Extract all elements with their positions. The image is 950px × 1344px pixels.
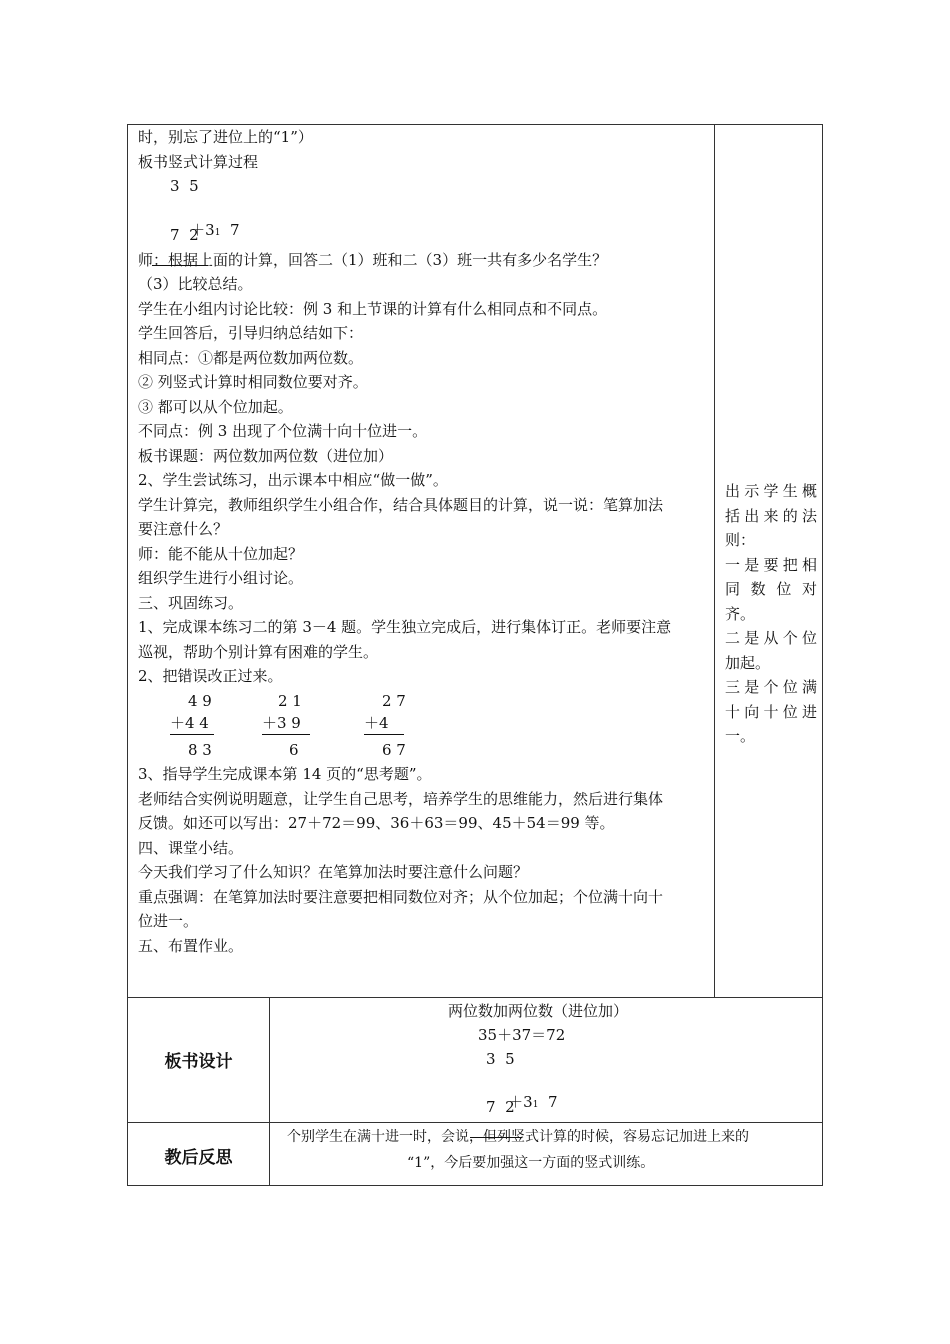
note-line: 加起。: [725, 653, 771, 672]
note-line: 括出来的法: [725, 506, 817, 525]
design-intent-notes: [725, 479, 817, 749]
reflection-line: “1”，今后要加强这一方面的竖式训练。: [407, 1155, 655, 1171]
text-line: 老师结合实例说明题意，让学生自己思考，培养学生的思维能力，然后进行集体: [138, 789, 664, 808]
note-line: 同数位对: [725, 580, 817, 598]
text-line: 巡视，帮助个别计算有困难的学生。: [138, 642, 379, 661]
vertical-calc-addend: ＋31 7: [138, 199, 713, 224]
text-line: 2、学生尝试练习，出示课本中相应“做一做”。: [138, 471, 448, 489]
board-calc-result: 7 2: [486, 1098, 515, 1116]
board-design-content: [270, 999, 823, 1119]
error-calc-row-3: 8 3 6 6 7: [188, 740, 406, 759]
board-calc-addend: ＋31 7: [470, 1071, 522, 1138]
teaching-process: [138, 125, 713, 958]
note-line: 出示学生概: [725, 482, 817, 500]
note-line: 三是个位满: [725, 678, 817, 696]
text-line: ③ 都可以从个位加起。: [138, 397, 293, 416]
text-line: 2、把错误改正过来。: [138, 667, 283, 685]
text-line: 师：能不能从十位加起？: [138, 544, 304, 563]
reflection-label: 教后反思: [164, 1148, 233, 1168]
vertical-calc-top: 3 5: [170, 177, 199, 195]
vertical-calc-result: 7 2: [170, 226, 199, 244]
note-line: 二是从个位: [725, 629, 817, 647]
note-line: 一。: [725, 727, 756, 745]
text-line: 四、课堂小结。: [138, 838, 244, 857]
text-line: 板书竖式计算过程: [138, 152, 259, 171]
error-calc-row-2: ＋4 4 ＋3 9 ＋4: [138, 713, 713, 738]
text-line: 学生计算完，教师组织学生小组合作，结合具体题目的计算，说一说：笔算加法: [138, 495, 664, 514]
text-line: 要注意什么？: [138, 520, 229, 538]
right-column-divider: [714, 125, 715, 997]
board-design-label: 板书设计: [164, 1052, 233, 1072]
note-line: 则：: [725, 531, 756, 549]
text-line: 今天我们学习了什么知识？在笔算加法时要注意什么问题？: [138, 863, 529, 881]
text-line: 重点强调：在笔算加法时要注意要把相同数位对齐；从个位加起；个位满十向十: [138, 887, 664, 906]
text-line: 位进一。: [138, 912, 199, 930]
text-line: （3）比较总结。: [138, 275, 253, 293]
text-line: 组织学生进行小组讨论。: [138, 569, 304, 587]
note-line: 齐。: [725, 604, 756, 623]
text-line: 1、完成课本练习二的第 3－4 题。学生独立完成后，进行集体订正。老师要注意: [138, 618, 672, 636]
board-calc-top: 3 5: [486, 1050, 515, 1068]
lesson-plan-table: [127, 124, 823, 1186]
note-line: 十向十位进: [725, 702, 817, 721]
error-calc-row-1: 4 9 2 1 2 7: [188, 691, 406, 710]
text-line: 五、布置作业。: [138, 936, 244, 955]
reflection-line: 个别学生在满十进一时，会说，但列竖式计算的时候，容易忘记加进上来的: [287, 1129, 749, 1145]
text-line: 学生在小组内讨论比较：例 3 和上节课的计算有什么相同点和不同点。: [138, 299, 608, 318]
text-line: 不同点：例 3 出现了个位满十向十位进一。: [138, 422, 428, 440]
row-divider-board: [128, 997, 822, 998]
note-line: 一是要把相: [725, 555, 817, 574]
reflection-content: [279, 1124, 815, 1176]
text-line: 时，别忘了进位上的“1”）: [138, 128, 313, 146]
board-title: 两位数加两位数（进位加）: [448, 1002, 629, 1020]
text-line: 3、指导学生完成课本第 14 页的“思考题”。: [138, 765, 432, 783]
text-line: 三、巩固练习。: [138, 593, 244, 612]
text-line: ② 列竖式计算时相同数位要对齐。: [138, 373, 368, 391]
text-line: 学生回答后，引导归纳总结如下：: [138, 324, 364, 342]
board-equation: 35＋37＝72: [478, 1026, 566, 1044]
text-line: 师：根据上面的计算，回答二（1）班和二（3）班一共有多少名学生？: [138, 250, 608, 269]
text-line: 反馈。如还可以写出：27＋72＝99、36＋63＝99、45＋54＝99 等。: [138, 814, 615, 832]
text-line: 相同点：①都是两位数加两位数。: [138, 348, 364, 367]
text-line: 板书课题：两位数加两位数（进位加）: [138, 446, 394, 465]
